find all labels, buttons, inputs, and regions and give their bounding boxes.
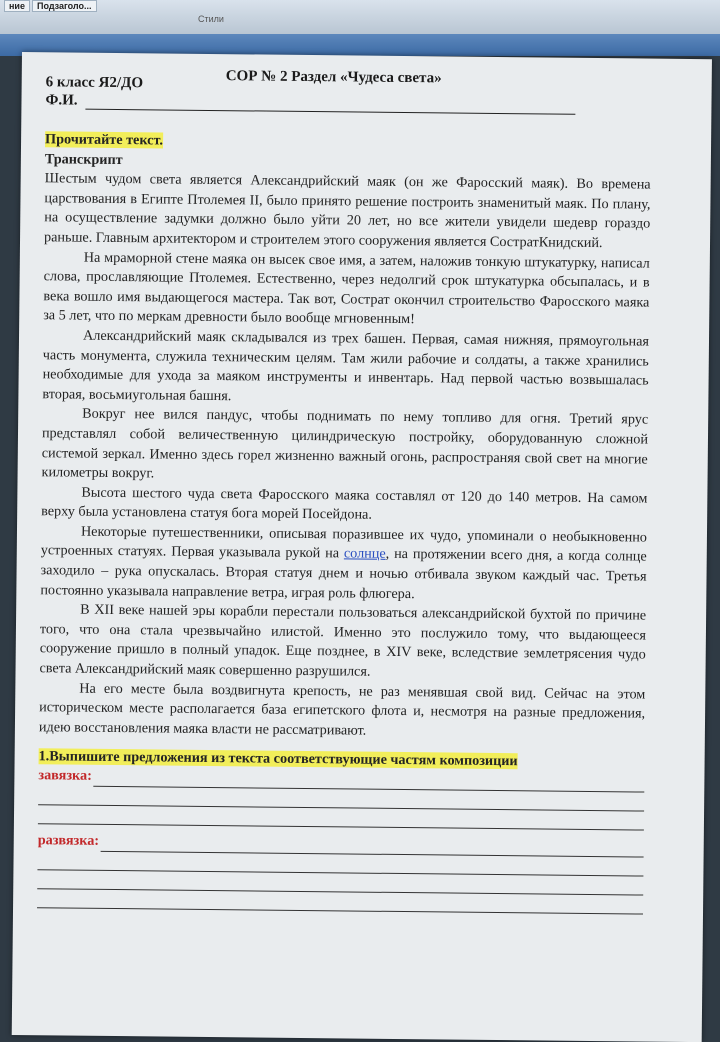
style-tab-2[interactable]: Подзаголо... [32, 0, 97, 12]
instruction-text: Прочитайте текст. [45, 131, 164, 149]
paragraph-6 [40, 522, 647, 607]
ribbon-style-tabs [4, 0, 99, 12]
paragraph-2: На мраморной стене маяка он высек свое имя, а затем, наложив тонкую штукатурку, написал слова, прославляющие Птолемея. Естественно, через недолгий срок штукатурка обсыпалась, и в века вошло имя выдающегося мастера. Так вот, Сострат окончил строительство Фаросского маяка за 5 лет, что по меркам древности было вообще мгновенным! [43, 249, 650, 328]
paragraph-1: Шестым чудом света является Александрийский маяк (он же Фаросский маяк). Во времена царствования в Египте Птолемея II, было принято решение построить знаменитый маяк. По плану, на осуществление задумки должно было уйти 20 лет, но все жители увидели шедевр гораздо раньше. Главным архитектором и строителем этого сооружения является СостратКнидский. [43, 170, 651, 252]
document-body [37, 130, 651, 914]
paragraph-4: Вокруг нее вился пандус, чтобы поднимать по нему топливо для огня. Третий ярус представлял собой величественную цилиндрическую постройку, оборудованную сложной системой зеркал. Именно здесь горел жизненно важный огонь, распространяя свой свет на многие километры вокруг. [41, 405, 649, 482]
paragraph-8: На его месте была воздвигнута крепость, не раз менявшая свой вид. Сейчас на этом историческом месте располагается база египетского флота и, несмотря на разные предложения, идею восстановления маяка власти не рассматривают. [38, 680, 646, 739]
document-header [45, 68, 686, 109]
paragraph-5: Высота шестого чуда света Фаросского маяка составлял от 120 до 140 метров. На самом верху была установлена статуя бога морей Посейдона. [41, 484, 648, 523]
document-title: СОР № 2 Раздел «Чудеса света» [225, 68, 442, 87]
razvyazka-label: развязка: [37, 832, 100, 850]
task-1-text: 1.Выпишите предложения из текста соответствующие частям композиции [38, 748, 518, 770]
fio-underline[interactable] [85, 109, 575, 115]
sun-link[interactable]: солнце [343, 545, 386, 563]
style-tab-1[interactable]: ние [4, 0, 30, 12]
paragraph-3: Александрийский маяк складывался из трех башен. Первая, самая нижняя, прямоугольная часть монумента, служила техническим целям. Там жили рабочие и солдаты, а также хранились необходимые для ухода за маяком инструменты и инвентарь. Над первой частью возвышалась вторая, восьмиугольная башня. [42, 327, 650, 404]
paragraph-6-part-2: , на протяжении всего дня, а когда солнце заходило – рука опускалась. Вторая статуя днем и ночью отбивала звуком каждый час. Третья постоянно указывала направление ветра, играя роль флюгера. [40, 546, 647, 602]
fio-label: Ф.И. [45, 92, 78, 109]
styles-group-label: Стили [198, 14, 224, 24]
subheading: Транскрипт [44, 150, 123, 168]
paragraph-7: В XII веке нашей эры корабли перестали пользоваться александрийской бухтой по причине того, что она стала чрезвычайно илистой. Именно это послужило тому, что выдающееся сооружение пришло в полный упадок. Еще позднее, в XIV веке, вследствие землетрясения чудо света Александрийский маяк совершенно разрушился. [39, 601, 647, 680]
paragraph-6-part-1: Некоторые путешественники, описывая поразившее их чудо, упоминали о необыкновенно устроенных статуях. Первая указывала рукой на [40, 523, 648, 562]
class-label: 6 класс Я2/ДО [45, 74, 144, 92]
zavyazka-label: завязка: [38, 767, 92, 785]
word-ribbon [0, 0, 720, 36]
document-page [12, 52, 712, 1042]
